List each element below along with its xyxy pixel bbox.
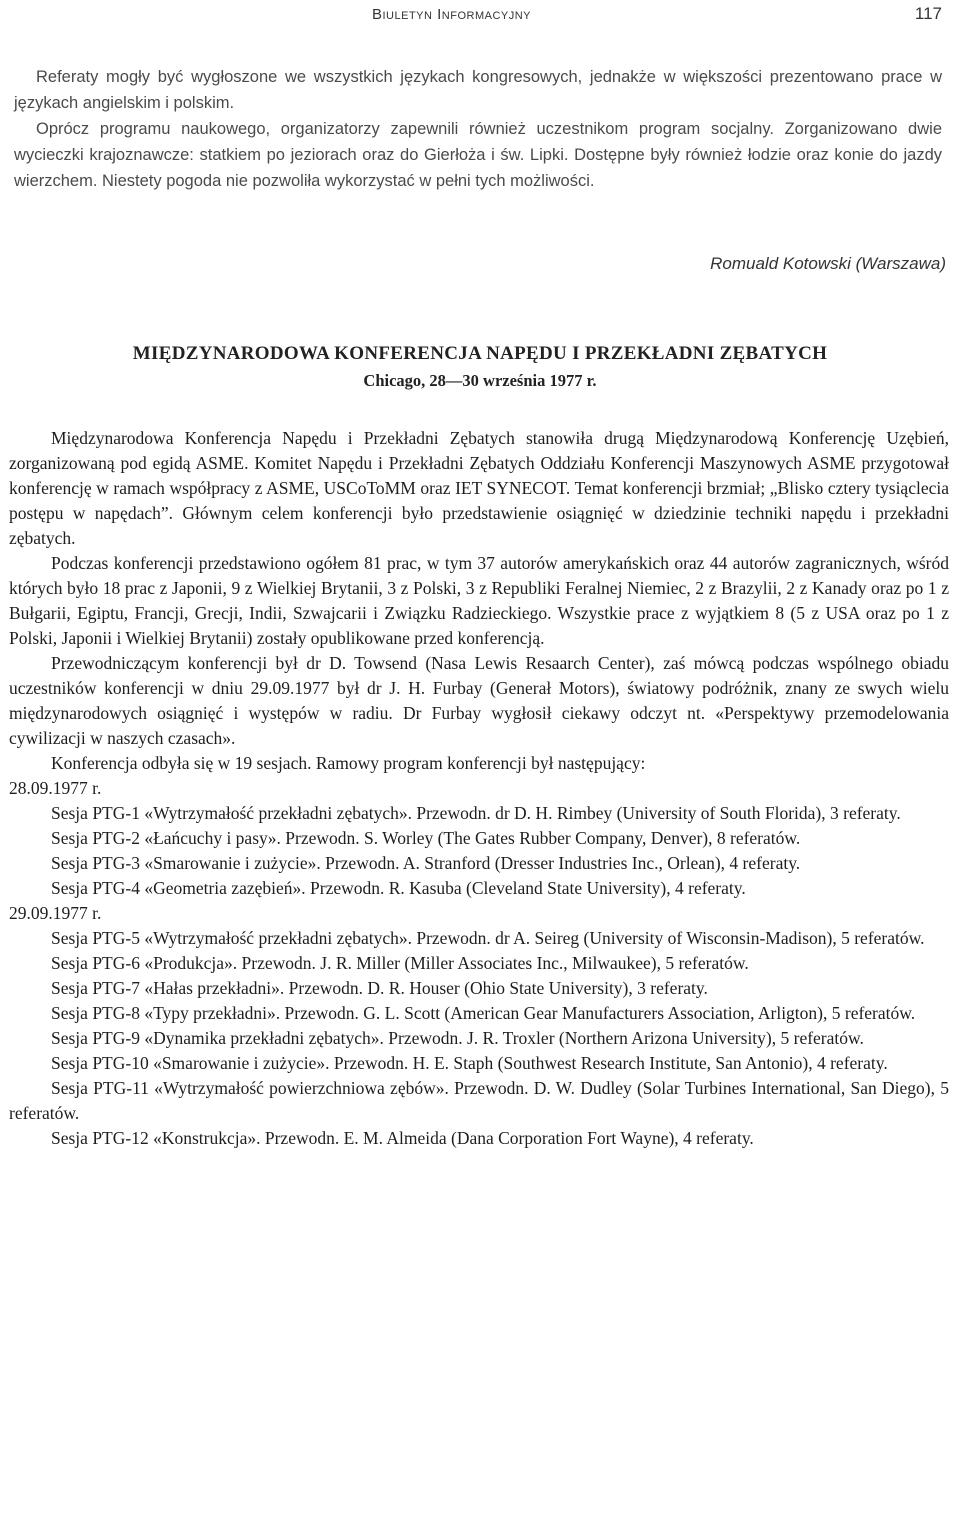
intro-paragraph: Oprócz programu naukowego, organizatorzy zapewnili również uczestnikom program socjalny. Zorganizowano dwie wycieczki krajoznawcze: statkiem po jeziorach oraz do Gierłoża i św. Lipki. Dostępne były również łodzie oraz konie do jazdy wierzchem. Niestety pogoda nie pozwoliła wykorzystać w pełni tych możliwości. — [14, 120, 942, 190]
body-paragraph: Konferencja odbyła się w 19 sesjach. Ramowy program konferencji był następujący: — [51, 753, 646, 773]
body-paragraph: Sesja PTG-9 «Dynamika przekładni zębatych». Przewodn. J. R. Troxler (Northern Arizona University), 5 referatów. — [51, 1028, 864, 1048]
section-subtitle: Chicago, 28—30 września 1977 r. — [363, 371, 597, 390]
body-paragraph: Sesja PTG-8 «Typy przekładni». Przewodn. G. L. Scott (American Gear Manufacturers Association, Arligton), 5 referatów. — [51, 1003, 916, 1023]
author-signature: Romuald Kotowski (Warszawa) — [710, 254, 946, 273]
body-paragraph: Sesja PTG-2 «Łańcuchy i pasy». Przewodn. S. Worley (The Gates Rubber Company, Denver), 8 referatów. — [51, 828, 801, 848]
body-paragraph: Sesja PTG-10 «Smarowanie i zużycie». Przewodn. H. E. Staph (Southwest Research Institute, San Antonio), 4 referaty. — [51, 1053, 888, 1073]
body-paragraph: Przewodniczącym konferencji był dr D. Towsend (Nasa Lewis Resaarch Center), zaś mówcą podczas wspólnego obiadu uczestników konferencji w dniu 29.09.1977 był dr J. H. Furbay (Generał Motors), światowy podróżnik, znany ze swych wielu międzynarodowych osiągnięć i występów w radiu. Dr Furbay wygłosił ciekawy odczyt nt. «Perspektywy przemodelowania cywilizacji w naszych czasach». — [9, 653, 949, 748]
intro-text — [14, 64, 942, 194]
body-paragraph: Sesja PTG-3 «Smarowanie i zużycie». Przewodn. A. Stranford (Dresser Industries Inc., Orlean), 4 referaty. — [51, 853, 801, 873]
session-date: 28.09.1977 r. — [9, 778, 102, 798]
body-paragraph: Podczas konferencji przedstawiono ogółem 81 prac, w tym 37 autorów amerykańskich oraz 44 autorów zagranicznych, wśród których było 18 prac z Japonii, 9 z Wielkiej Brytanii, 3 z Polski, 3 z Republiki Feralnej Niemiec, 2 z Brazylii, 2 z Kanady oraz po 1 z Bułgarii, Egiptu, Francji, Grecji, Indii, Szwajcarii i Związku Radzieckiego. Wszystkie prace z wyjątkiem 8 (5 z USA oraz po 1 z Polski, Japonii i Wielkiej Brytanii) zostały opublikowane przed konferencją. — [9, 553, 949, 648]
session-date: 29.09.1977 r. — [9, 903, 102, 923]
body-paragraph: Sesja PTG-6 «Produkcja». Przewodn. J. R. Miller (Miller Associates Inc., Milwaukee), 5 referatów. — [51, 953, 749, 973]
intro-paragraph: Referaty mogły być wygłoszone we wszystkich językach kongresowych, jednakże w większości prezentowano prace w językach angielskim i polskim. — [14, 68, 942, 112]
body-paragraph: Sesja PTG-4 «Geometria zazębień». Przewodn. R. Kasuba (Cleveland State University), 4 referaty. — [51, 878, 746, 898]
body-paragraph: Międzynarodowa Konferencja Napędu i Przekładni Zębatych stanowiła drugą Międzynarodową Konferencję Uzębień, zorganizowaną pod egidą ASME. Komitet Napędu i Przekładni Zębatych Oddziału Konferencji Maszynowych ASME przygotował konferencję w ramach współpracy z ASME, USCoToMM oraz IET SYNECOT. Temat konferencji brzmiał; „Blisko cztery tysiąclecia postępu w napędach”. Głównym celem konferencji było przedstawienie osiągnięć w dziedzinie techniki napędu i przekładni zębatych. — [9, 428, 949, 548]
running-title: Biuletyn Informacyjny — [372, 6, 532, 23]
body-paragraph: Sesja PTG-1 «Wytrzymałość przekładni zębatych». Przewodn. dr D. H. Rimbey (University of South Florida), 3 referaty. — [51, 803, 901, 823]
section-title: MIĘDZYNARODOWA KONFERENCJA NAPĘDU I PRZEKŁADNI ZĘBATYCH — [132, 343, 828, 364]
body-paragraph: Sesja PTG-5 «Wytrzymałość przekładni zębatych». Przewodn. dr A. Seireg (University of Wisconsin-Madison), 5 referatów. — [51, 928, 925, 948]
body-paragraph: Sesja PTG-12 «Konstrukcja». Przewodn. E. M. Almeida (Dana Corporation Fort Wayne), 4 referaty. — [51, 1128, 754, 1148]
article-body — [9, 426, 949, 1151]
body-paragraph: Sesja PTG-7 «Hałas przekładni». Przewodn. D. R. Houser (Ohio State University), 3 referaty. — [51, 978, 708, 998]
page-number: 117 — [914, 4, 942, 23]
body-paragraph: Sesja PTG-11 «Wytrzymałość powierzchniowa zębów». Przewodn. D. W. Dudley (Solar Turbines International, San Diego), 5 referatów. — [9, 1078, 949, 1123]
